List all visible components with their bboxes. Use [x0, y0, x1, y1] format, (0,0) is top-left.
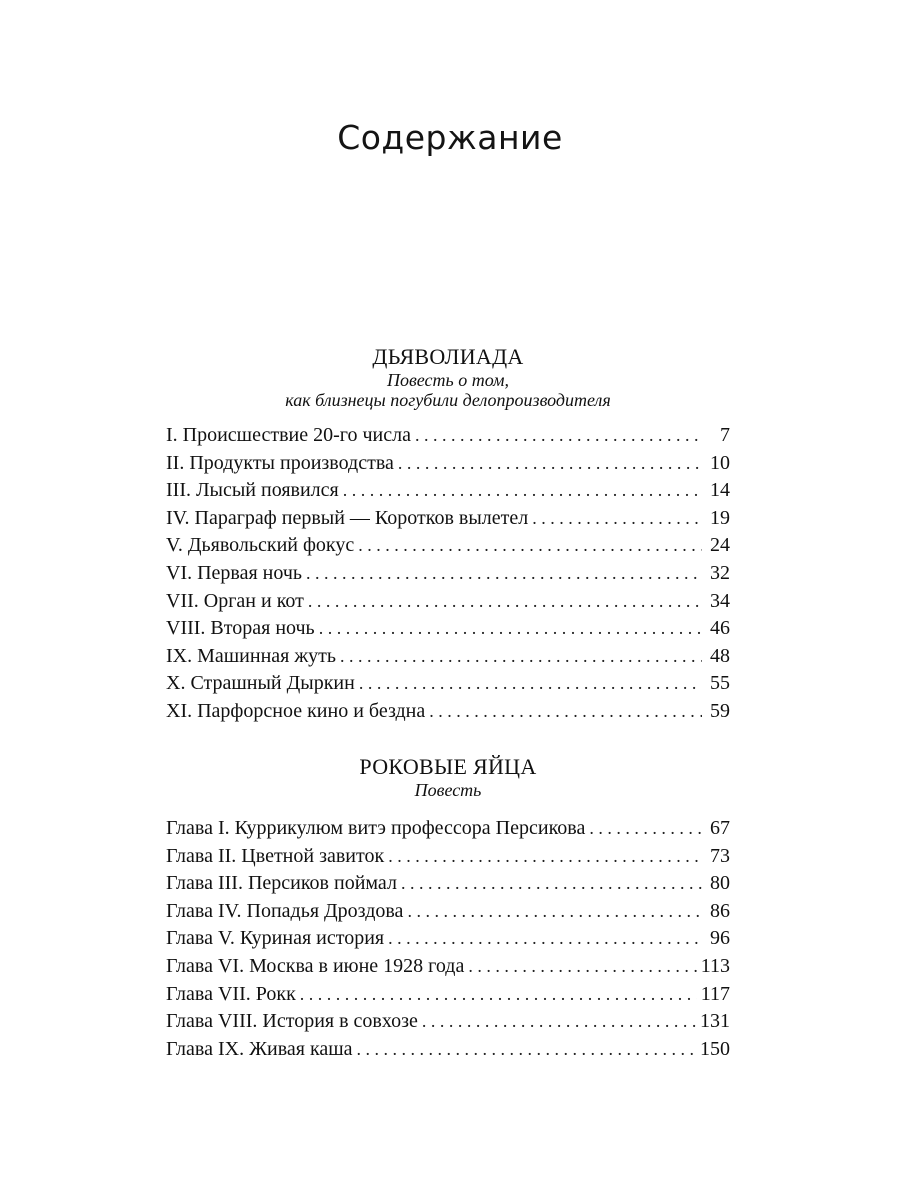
dot-leader [358, 532, 702, 560]
toc-entry[interactable] [166, 981, 730, 1009]
dot-leader [357, 1036, 696, 1064]
toc-entry-label: VIII. Вторая ночь [166, 617, 315, 640]
toc-entry-label: IV. Параграф первый — Коротков вылетел [166, 506, 529, 529]
toc-entry-page: 86 [710, 899, 730, 922]
dot-leader [401, 870, 702, 898]
toc-entry-page: 34 [710, 589, 730, 612]
toc-entry-label: XI. Парфорсное кино и бездна [166, 699, 426, 722]
toc-entry-label: Глава VI. Москва в июне 1928 года [166, 954, 465, 977]
toc-entry-page: 10 [710, 451, 730, 474]
toc-entry[interactable] [166, 505, 730, 533]
toc-entry[interactable] [166, 815, 730, 843]
toc-entry-page: 150 [700, 1037, 730, 1060]
dot-leader [340, 643, 702, 671]
toc-entry-page: 113 [700, 954, 730, 977]
dot-leader [306, 560, 702, 588]
toc-entry-label: III. Лысый появился [166, 479, 339, 502]
dot-leader [300, 981, 697, 1009]
toc-entry[interactable] [166, 643, 730, 671]
toc-entry[interactable] [166, 560, 730, 588]
dot-leader [429, 698, 702, 726]
dot-leader [589, 815, 702, 843]
toc-entry-label: Глава I. Куррикулюм витэ профессора Персикова [166, 817, 586, 839]
toc-entry-page: 19 [710, 506, 730, 529]
toc-entry-label: Глава V. Куриная история [166, 927, 385, 950]
section-title: ДЬЯВОЛИАДА [372, 344, 524, 369]
toc-entry[interactable] [166, 925, 730, 953]
toc-entry-page: 117 [700, 982, 730, 1005]
toc-entry-page: 48 [710, 644, 730, 667]
toc-entry-page: 14 [710, 479, 730, 502]
toc-entry[interactable] [166, 422, 730, 450]
toc-entry-label: Глава II. Цветной завиток [166, 844, 385, 867]
dot-leader [388, 843, 702, 871]
toc-entry-page: 46 [710, 617, 730, 640]
dot-leader [359, 670, 702, 698]
toc-entry[interactable] [166, 1008, 730, 1036]
toc-entry-page: 96 [710, 927, 730, 950]
toc-entry[interactable] [166, 670, 730, 698]
section-subtitle-line: как близнецы погубили делопроизводителя [285, 390, 611, 410]
toc-section-dyavoliada [166, 344, 730, 726]
toc-entry-label: Глава IX. Живая каша [166, 1037, 353, 1060]
toc-entry[interactable] [166, 953, 730, 981]
toc-entry[interactable] [166, 532, 730, 560]
section-subtitle-line: Повесть [414, 780, 482, 800]
dot-leader [319, 615, 702, 643]
toc-entry-page: 59 [710, 699, 730, 722]
toc-entry[interactable] [166, 615, 730, 643]
page-title: Содержание [337, 118, 563, 157]
toc-entry-label: V. Дьявольский фокус [166, 534, 355, 557]
toc-entry-label: X. Страшный Дыркин [166, 672, 355, 695]
toc-entry[interactable] [166, 477, 730, 505]
toc-entry-page: 73 [710, 844, 730, 867]
toc-section-rokovye-yaytsa [166, 754, 730, 1063]
toc-entry[interactable] [166, 898, 730, 926]
toc-entry-label: IX. Машинная жуть [166, 644, 337, 667]
dot-leader [532, 505, 702, 533]
toc-entry-label: I. Происшествие 20-го числа [166, 424, 411, 446]
toc-entry-page: 24 [710, 534, 730, 557]
toc-entry-page: 131 [700, 1010, 730, 1033]
toc-entry-label: Глава VII. Рокк [166, 982, 296, 1005]
toc-entry[interactable] [166, 843, 730, 871]
section-subtitle-line: Повесть о том, [386, 370, 510, 390]
toc-entry[interactable] [166, 1036, 730, 1064]
dot-leader [388, 925, 702, 953]
toc-entry-label: Глава IV. Попадья Дроздова [166, 899, 404, 922]
toc-entry[interactable] [166, 588, 730, 616]
dot-leader [422, 1008, 696, 1036]
toc-entry[interactable] [166, 698, 730, 726]
toc-entry-page: 67 [710, 817, 730, 839]
toc-entry-label: Глава III. Персиков поймал [166, 872, 397, 895]
toc-entry-label: Глава VIII. История в совхозе [166, 1010, 418, 1033]
toc-entry-page: 32 [710, 561, 730, 584]
toc-entry-label: VI. Первая ночь [166, 561, 303, 584]
dot-leader [407, 898, 702, 926]
toc-entry-page: 55 [710, 672, 730, 695]
dot-leader [343, 477, 702, 505]
dot-leader [415, 422, 702, 450]
toc-list [166, 422, 730, 726]
dot-leader [468, 953, 696, 981]
toc-entry-label: II. Продукты производства [166, 451, 394, 474]
toc-entry[interactable] [166, 450, 730, 478]
dot-leader [308, 588, 702, 616]
toc-entry[interactable] [166, 870, 730, 898]
toc-list [166, 815, 730, 1063]
toc-entry-label: VII. Орган и кот [166, 589, 304, 612]
toc-entry-page: 7 [720, 424, 730, 446]
dot-leader [398, 450, 702, 478]
toc-entry-page: 80 [710, 872, 730, 895]
section-title: РОКОВЫЕ ЯЙЦА [359, 754, 537, 779]
